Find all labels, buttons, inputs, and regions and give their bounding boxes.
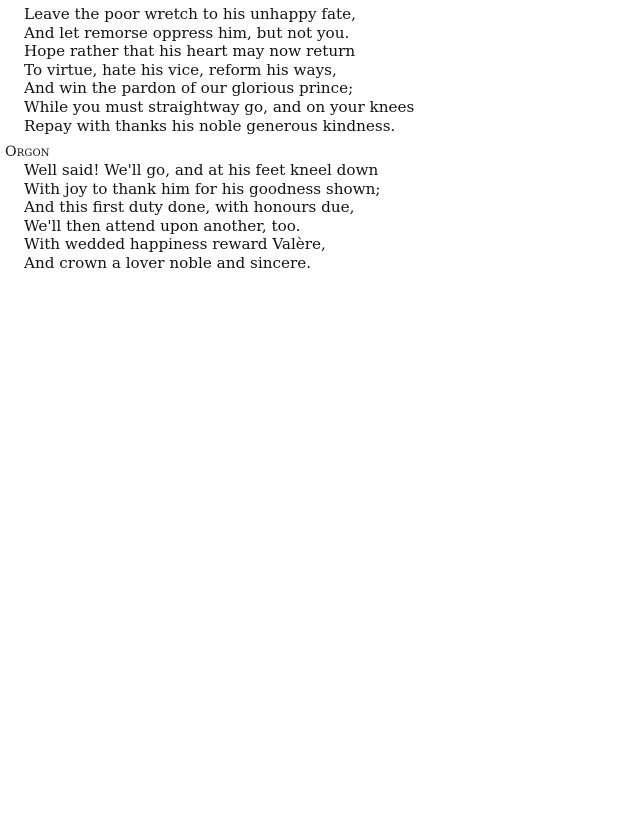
- verse-line: We'll then attend upon another, too.: [24, 216, 301, 235]
- verse-line: With joy to thank him for his goodness shown;: [24, 179, 381, 198]
- verse-passage-2: [24, 161, 624, 273]
- verse-line: Leave the poor wretch to his unhappy fate,: [24, 5, 356, 23]
- verse-line: And this first duty done, with honours due,: [24, 198, 355, 217]
- verse-line: And let remorse oppress him, but not you.: [24, 23, 350, 42]
- verse-line: While you must straightway go, and on your knees: [24, 97, 415, 116]
- verse-line: Repay with thanks his noble generous kindness.: [24, 116, 396, 135]
- verse-passage-1: [24, 5, 624, 135]
- speaker-name: Orgon: [5, 144, 50, 160]
- verse-line: And crown a lover noble and sincere.: [24, 253, 312, 272]
- verse-line: Hope rather that his heart may now return: [24, 42, 356, 61]
- verse-line: And win the pardon of our glorious prince;: [24, 79, 354, 98]
- verse-line: To virtue, hate his vice, reform his ways,: [24, 60, 337, 79]
- verse-line: Well said! We'll go, and at his feet kneel down: [24, 161, 379, 179]
- verse-line: With wedded happiness reward Valère,: [24, 235, 326, 254]
